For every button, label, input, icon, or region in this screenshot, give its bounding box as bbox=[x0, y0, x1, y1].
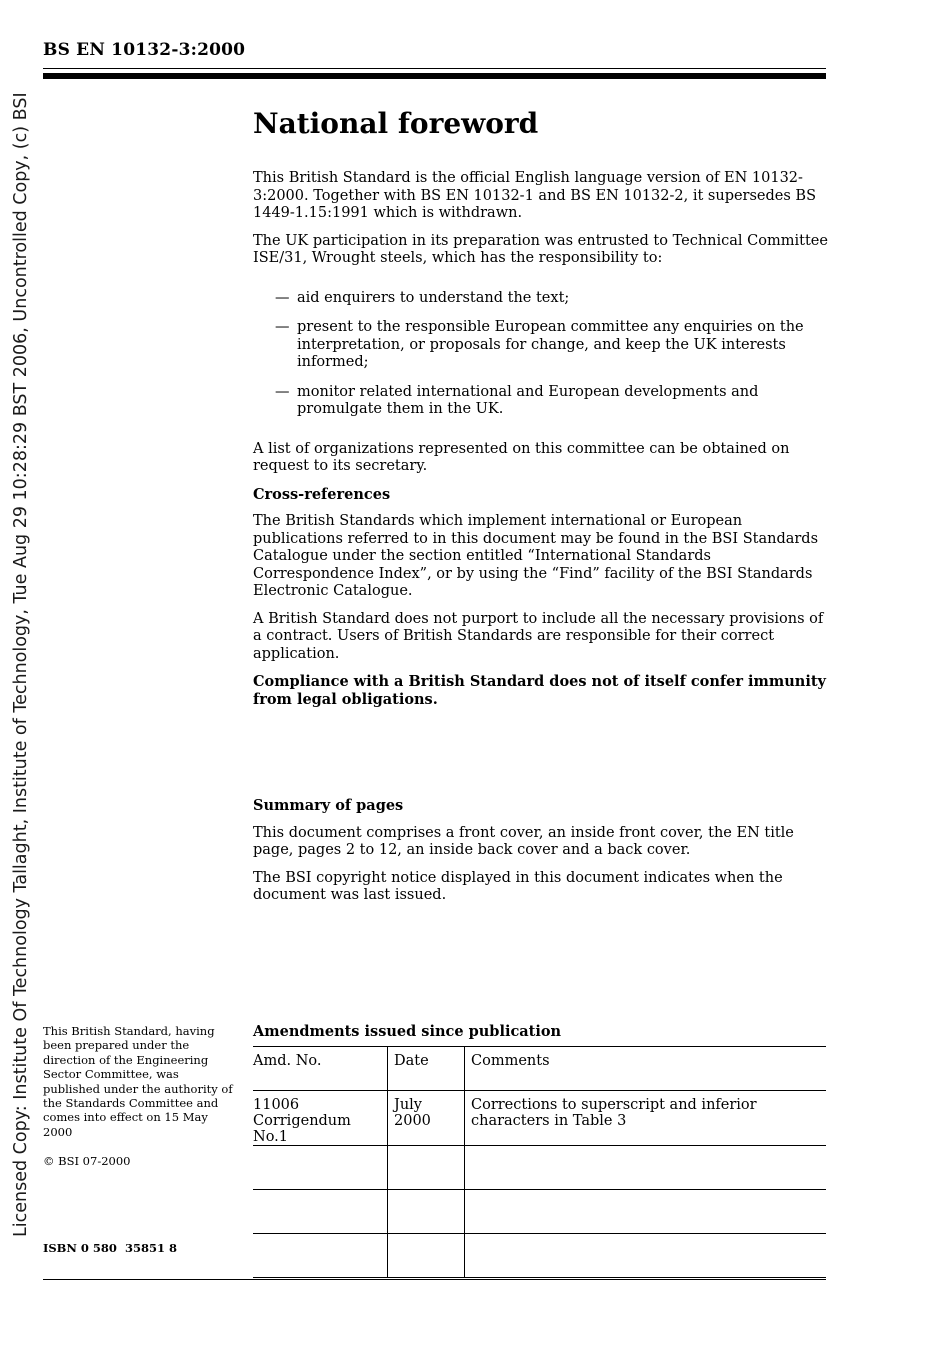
column-header-comments: Comments bbox=[465, 1047, 827, 1091]
table-row bbox=[253, 1091, 826, 1146]
isbn: ISBN 0 580 35851 8 bbox=[43, 1241, 177, 1255]
column-header-amd-no: Amd. No. bbox=[253, 1047, 388, 1091]
license-watermark: Licensed Copy: Institute Of Technology Tallaght, Institute of Technology, Tue Aug 29 10:28:29 BST 2006, Uncontrolled Copy, (c) BSI bbox=[11, 92, 31, 1237]
table-header-row bbox=[253, 1047, 826, 1091]
empty-cell bbox=[388, 1146, 465, 1190]
publication-note: This British Standard, having been prepared under the direction of the Engineering Sector Committee, was published under the authority of the Standards Committee and comes into effect on 15 May 2000 bbox=[43, 1024, 233, 1139]
list-item bbox=[275, 319, 828, 372]
empty-cell bbox=[465, 1146, 827, 1190]
amd-corrigendum: Corrigendum No.1 bbox=[253, 1113, 351, 1145]
empty-cell bbox=[388, 1190, 465, 1234]
list-item bbox=[275, 290, 828, 308]
table-row-empty bbox=[253, 1146, 826, 1190]
cell-amd-no bbox=[253, 1091, 388, 1146]
foreword-paragraph-2: The UK participation in its preparation was entrusted to Technical Committee ISE/31, Wrought steels, which has the responsibility to: bbox=[253, 232, 828, 266]
responsibility-list bbox=[275, 290, 828, 419]
empty-cell bbox=[388, 1234, 465, 1278]
summary-paragraph-2: The BSI copyright notice displayed in this document indicates when the document was last issued. bbox=[253, 869, 783, 903]
list-item-text: monitor related international and European developments and promulgate them in the UK. bbox=[297, 383, 759, 417]
table-row-empty bbox=[253, 1234, 826, 1278]
amendments-title: Amendments issued since publication bbox=[253, 1023, 562, 1040]
dash-bullet: — bbox=[275, 383, 290, 400]
empty-cell bbox=[253, 1234, 388, 1278]
document-id: BS EN 10132-3:2000 bbox=[43, 40, 246, 60]
cell-comments: Corrections to superscript and inferior characters in Table 3 bbox=[465, 1091, 827, 1146]
cross-references-heading: Cross-references bbox=[253, 485, 391, 503]
list-item bbox=[275, 384, 828, 419]
column-header-date: Date bbox=[388, 1047, 465, 1091]
empty-cell bbox=[465, 1190, 827, 1234]
amd-number: 11006 bbox=[253, 1097, 300, 1113]
header-rule-thick bbox=[43, 73, 826, 79]
compliance-statement: Compliance with a British Standard does not of itself confer immunity from legal obligations. bbox=[253, 673, 826, 708]
empty-cell bbox=[253, 1190, 388, 1234]
foreword-paragraph-4: The British Standards which implement international or European publications referred to in this document may be found in the BSI Standards Catalogue under the section entitled “International Standards Correspondence Index”, or by using the “Find” facility of the BSI Standards Electronic Catalogue. bbox=[253, 513, 819, 599]
list-item-text: present to the responsible European committee any enquiries on the interpretation, or proposals for change, and keep the UK interests informed; bbox=[297, 319, 804, 370]
foreword-paragraph-5: A British Standard does not purport to include all the necessary provisions of a contract. Users of British Standards are responsible for their correct application. bbox=[253, 610, 824, 662]
foreword-paragraph-1: This British Standard is the official English language version of EN 10132-3:2000. Together with BS EN 10132-1 and BS EN 10132-2, it supersedes BS 1449-1.15:1991 which is withdrawn. bbox=[253, 170, 817, 221]
dash-bullet: — bbox=[275, 319, 290, 335]
summary-paragraph-1: This document comprises a front cover, an inside front cover, the EN title page, pages 2 to 12, an inside back cover and a back cover. bbox=[253, 824, 794, 858]
foreword-paragraph-3: A list of organizations represented on this committee can be obtained on request to its secretary. bbox=[253, 440, 790, 474]
list-item-text: aid enquirers to understand the text; bbox=[297, 289, 570, 306]
empty-cell bbox=[465, 1234, 827, 1278]
national-foreword bbox=[253, 107, 828, 718]
copyright-notice: © BSI 07-2000 bbox=[43, 1154, 131, 1168]
summary-heading: Summary of pages bbox=[253, 797, 404, 814]
amendments-table bbox=[253, 1046, 826, 1278]
empty-cell bbox=[253, 1146, 388, 1190]
dash-bullet: — bbox=[275, 289, 290, 306]
summary-of-pages bbox=[253, 797, 828, 915]
cell-date: July 2000 bbox=[388, 1091, 465, 1146]
page-title: National foreword bbox=[253, 107, 539, 140]
footer-rule bbox=[43, 1279, 826, 1280]
header-rule-thin bbox=[43, 68, 826, 69]
table-row-empty bbox=[253, 1190, 826, 1234]
